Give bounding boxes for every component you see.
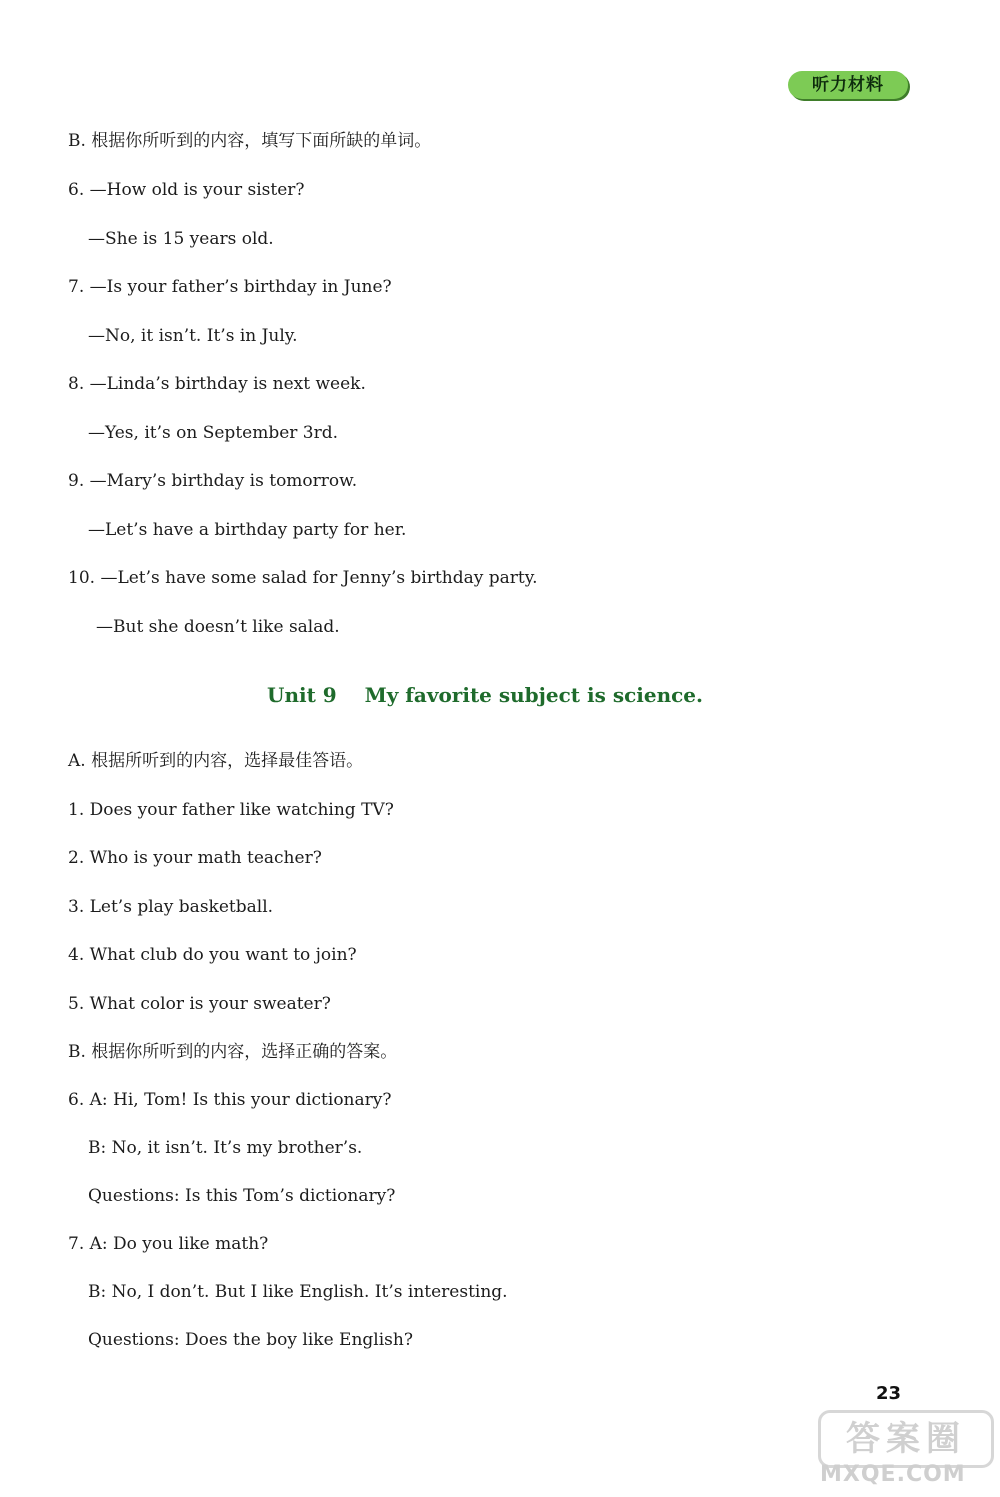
- choice-item: 2. Who is your math teacher?: [68, 848, 322, 868]
- section-a-instruction: A. 根据所听到的内容，选择最佳答语。: [68, 751, 364, 771]
- dialogue-line-a: 6. A: Hi, Tom! Is this your dictionary?: [68, 1090, 392, 1110]
- fill-item-answer: —Yes, it’s on September 3rd.: [88, 423, 339, 443]
- dialogue-line-b: B: No, it isn’t. It’s my brother’s.: [88, 1138, 363, 1158]
- page-number: 23: [876, 1383, 902, 1404]
- fill-item-answer: —But she doesn’t like salad.: [96, 617, 340, 637]
- fill-item-answer: —She is 15 years old.: [88, 229, 274, 249]
- dialogue-line-a: 7. A: Do you like math?: [68, 1234, 269, 1254]
- section-b-choose-instruction: B. 根据你所听到的内容，选择正确的答案。: [68, 1042, 398, 1062]
- fill-item-answer: —Let’s have a birthday party for her.: [88, 520, 407, 540]
- dialogue-question: Questions: Does the boy like English?: [88, 1330, 413, 1350]
- watermark-url: MXQE.COM: [820, 1462, 966, 1487]
- choice-item: 5. What color is your sweater?: [68, 994, 331, 1014]
- choice-item: 4. What club do you want to join?: [68, 945, 357, 965]
- fill-item-question: 8. —Linda’s birthday is next week.: [68, 374, 366, 394]
- fill-item-question: 7. —Is your father’s birthday in June?: [68, 277, 392, 297]
- listening-material-badge: 听力材料: [788, 71, 908, 99]
- fill-item-question: 9. —Mary’s birthday is tomorrow.: [68, 471, 358, 491]
- dialogue-question: Questions: Is this Tom’s dictionary?: [88, 1186, 396, 1206]
- fill-item-answer: —No, it isn’t. It’s in July.: [88, 326, 298, 346]
- fill-item-question: 6. —How old is your sister?: [68, 180, 305, 200]
- watermark-seal: 答案圈: [818, 1410, 994, 1468]
- fill-item-question: 10. —Let’s have some salad for Jenny’s birthday party.: [68, 568, 538, 588]
- choice-item: 1. Does your father like watching TV?: [68, 800, 394, 820]
- unit-title: Unit 9 My favorite subject is science.: [267, 683, 703, 707]
- choice-item: 3. Let’s play basketball.: [68, 897, 274, 917]
- section-b-fill-instruction: B. 根据你所听到的内容，填写下面所缺的单词。: [68, 131, 432, 151]
- dialogue-line-b: B: No, I don’t. But I like English. It’s interesting.: [88, 1282, 508, 1302]
